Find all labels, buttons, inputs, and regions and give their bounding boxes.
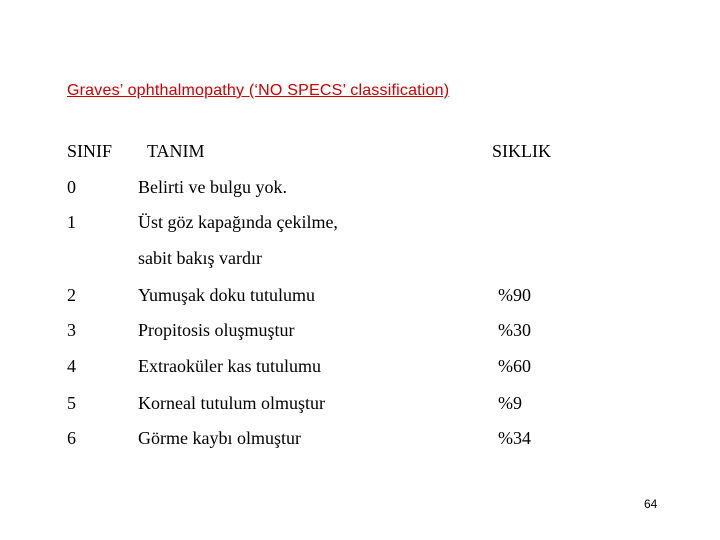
row-6-class: 6 <box>67 428 76 448</box>
header-class: SINIF <box>67 141 113 161</box>
row-2-definition: Yumuşak doku tutulumu <box>138 285 316 305</box>
row-5-definition: Korneal tutulum olmuştur <box>138 393 325 413</box>
header-frequency: SIKLIK <box>492 141 551 161</box>
row-5-class: 5 <box>67 393 76 413</box>
row-3-class: 3 <box>67 320 76 340</box>
row-3-frequency: %30 <box>498 320 531 340</box>
row-2-frequency: %90 <box>498 285 531 305</box>
row-1-definition-continuation: sabit bakış vardır <box>138 248 262 268</box>
page-number: 64 <box>644 497 658 511</box>
row-5-frequency: %9 <box>498 393 522 413</box>
row-1-class: 1 <box>67 212 76 232</box>
row-6-definition: Görme kaybı olmuştur <box>138 428 301 448</box>
row-3-definition: Propitosis oluşmuştur <box>138 320 295 340</box>
row-0-definition: Belirti ve bulgu yok. <box>138 177 287 197</box>
row-2-class: 2 <box>67 285 76 305</box>
row-4-frequency: %60 <box>498 356 531 376</box>
row-4-class: 4 <box>67 356 76 376</box>
row-6-frequency: %34 <box>498 428 531 448</box>
row-4-definition: Extraoküler kas tutulumu <box>138 356 321 376</box>
row-0-class: 0 <box>67 177 76 197</box>
header-definition: TANIM <box>147 141 205 161</box>
row-1-definition: Üst göz kapağında çekilme, <box>138 212 338 232</box>
slide-title: Graves’ ophthalmopathy (‘NO SPECS’ classification) <box>67 82 450 99</box>
